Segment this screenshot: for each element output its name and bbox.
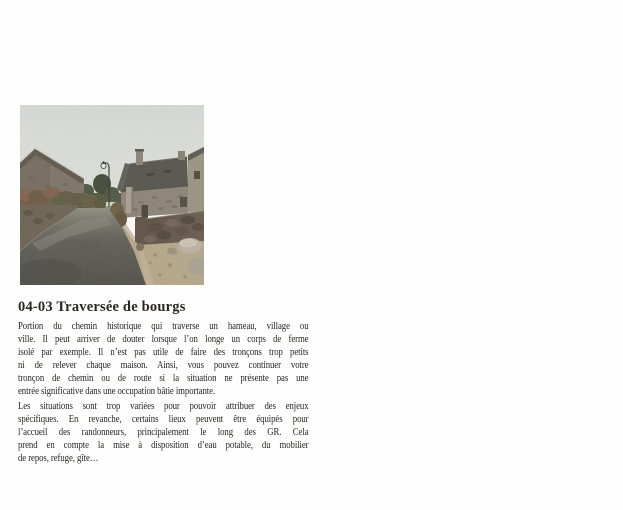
village-photo [20, 105, 204, 285]
film-grain-overlay [20, 105, 204, 285]
village-photo-art [20, 105, 204, 285]
paragraph [18, 400, 308, 465]
paragraph [18, 320, 308, 398]
text-line: tronçon de chemin ou de route si la situation ne présente pas une [18, 373, 309, 384]
text-line: ville. Il peut arriver de douter lorsque l’on longe un corps de ferme [18, 334, 309, 345]
text-line: Portion du chemin historique qui traverse un hameau, village ou [18, 321, 309, 332]
text-line: de repos, refuge, gîte… [18, 453, 99, 464]
text-line: spécifiques. En revanche, certains lieux peuvent être équipés pour [18, 414, 309, 425]
body-text [18, 320, 308, 465]
page-title: 04-03 Traversée de bourgs [18, 299, 186, 315]
article [18, 299, 310, 465]
text-line: ni de relever chaque maison. Ainsi, vous pouvez continuer votre [18, 360, 309, 371]
text-line: prend en compte la mise à disposition d’eau potable, du mobilier [18, 440, 309, 451]
text-line: Les situations sont trop variées pour pouvoir attribuer des enjeux [18, 401, 309, 412]
text-line: isolé par exemple. Il n’est pas utile de faire des tronçons trop petits [18, 347, 309, 358]
text-line: entrée significative dans une occupation bâtie importante. [18, 386, 216, 397]
text-line: l’accueil des randonneurs, principalement le long des GR. Cela [18, 427, 309, 438]
